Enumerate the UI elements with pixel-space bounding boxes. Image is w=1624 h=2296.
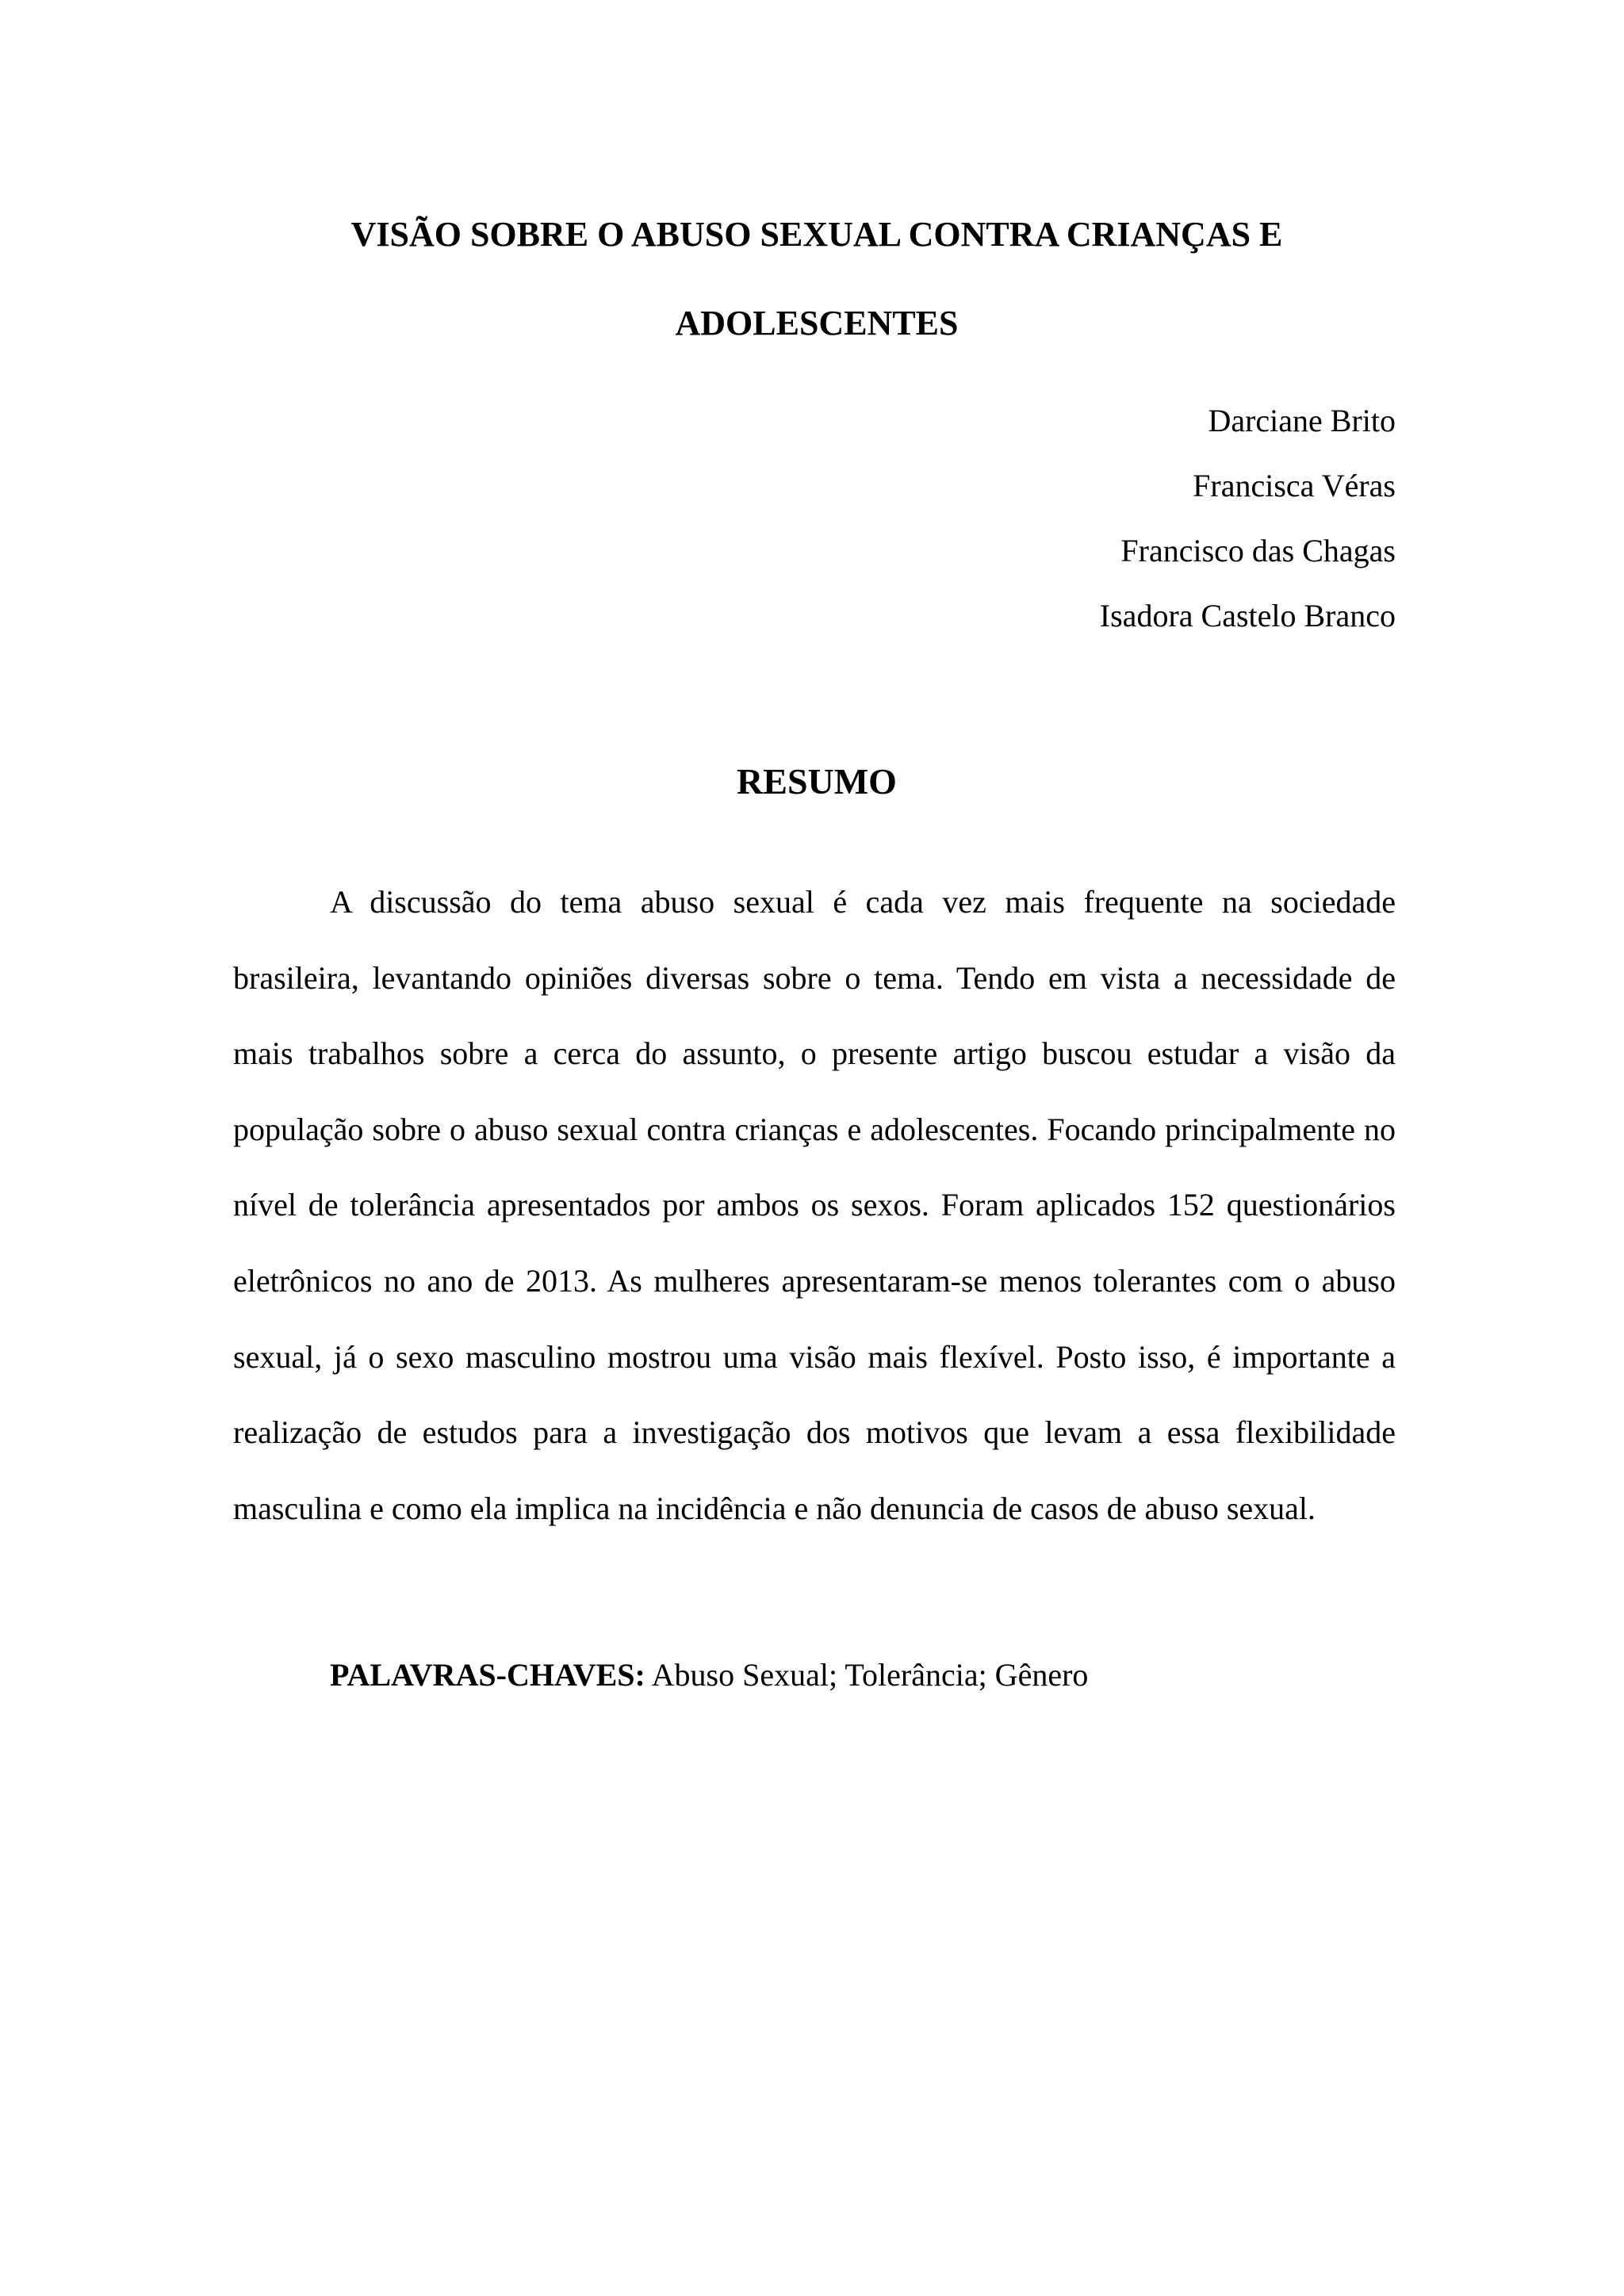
author-name: Isadora Castelo Branco [1099, 598, 1396, 633]
abstract-body: A discussão do tema abuso sexual é cada vez mais frequente na sociedade brasileira, levantando opiniões diversas sobre o tema. Tendo em vista a necessidade de mais trabalhos sobre a cerca do assunto, o presente artigo buscou estudar a visão da população sobre o abuso sexual contra crianças e adolescentes. Focando principalmente no nível de tolerância apresentados por ambos os sexos. Foram aplicados 152 questionários eletrônicos no ano de 2013. As mulheres apresentaram-se menos tolerantes com o abuso sexual, já o sexo masculino mostrou uma visão mais flexível. Posto isso, é importante a realização de estudos para a investigação dos motivos que levam a essa flexibilidade masculina e como ela implica na incidência e não denuncia de casos de abuso sexual. [233, 884, 1396, 1526]
keywords-value: Abuso Sexual; Tolerância; Gênero [651, 1657, 1089, 1693]
paper-title [233, 190, 1400, 368]
paper-title-line-2: ADOLESCENTES [675, 304, 959, 342]
author-name: Francisca Véras [1193, 468, 1396, 503]
keywords-label: PALAVRAS-CHAVES: [330, 1657, 645, 1693]
author-name: Francisco das Chagas [1120, 533, 1396, 568]
author-list [1100, 388, 1396, 649]
paper-title-line-1: VISÃO SOBRE O ABUSO SEXUAL CONTRA CRIANÇAS E [350, 215, 1283, 254]
abstract-heading: RESUMO [737, 761, 897, 802]
keywords-line [330, 1645, 1088, 1705]
author-name: Darciane Brito [1208, 403, 1396, 438]
